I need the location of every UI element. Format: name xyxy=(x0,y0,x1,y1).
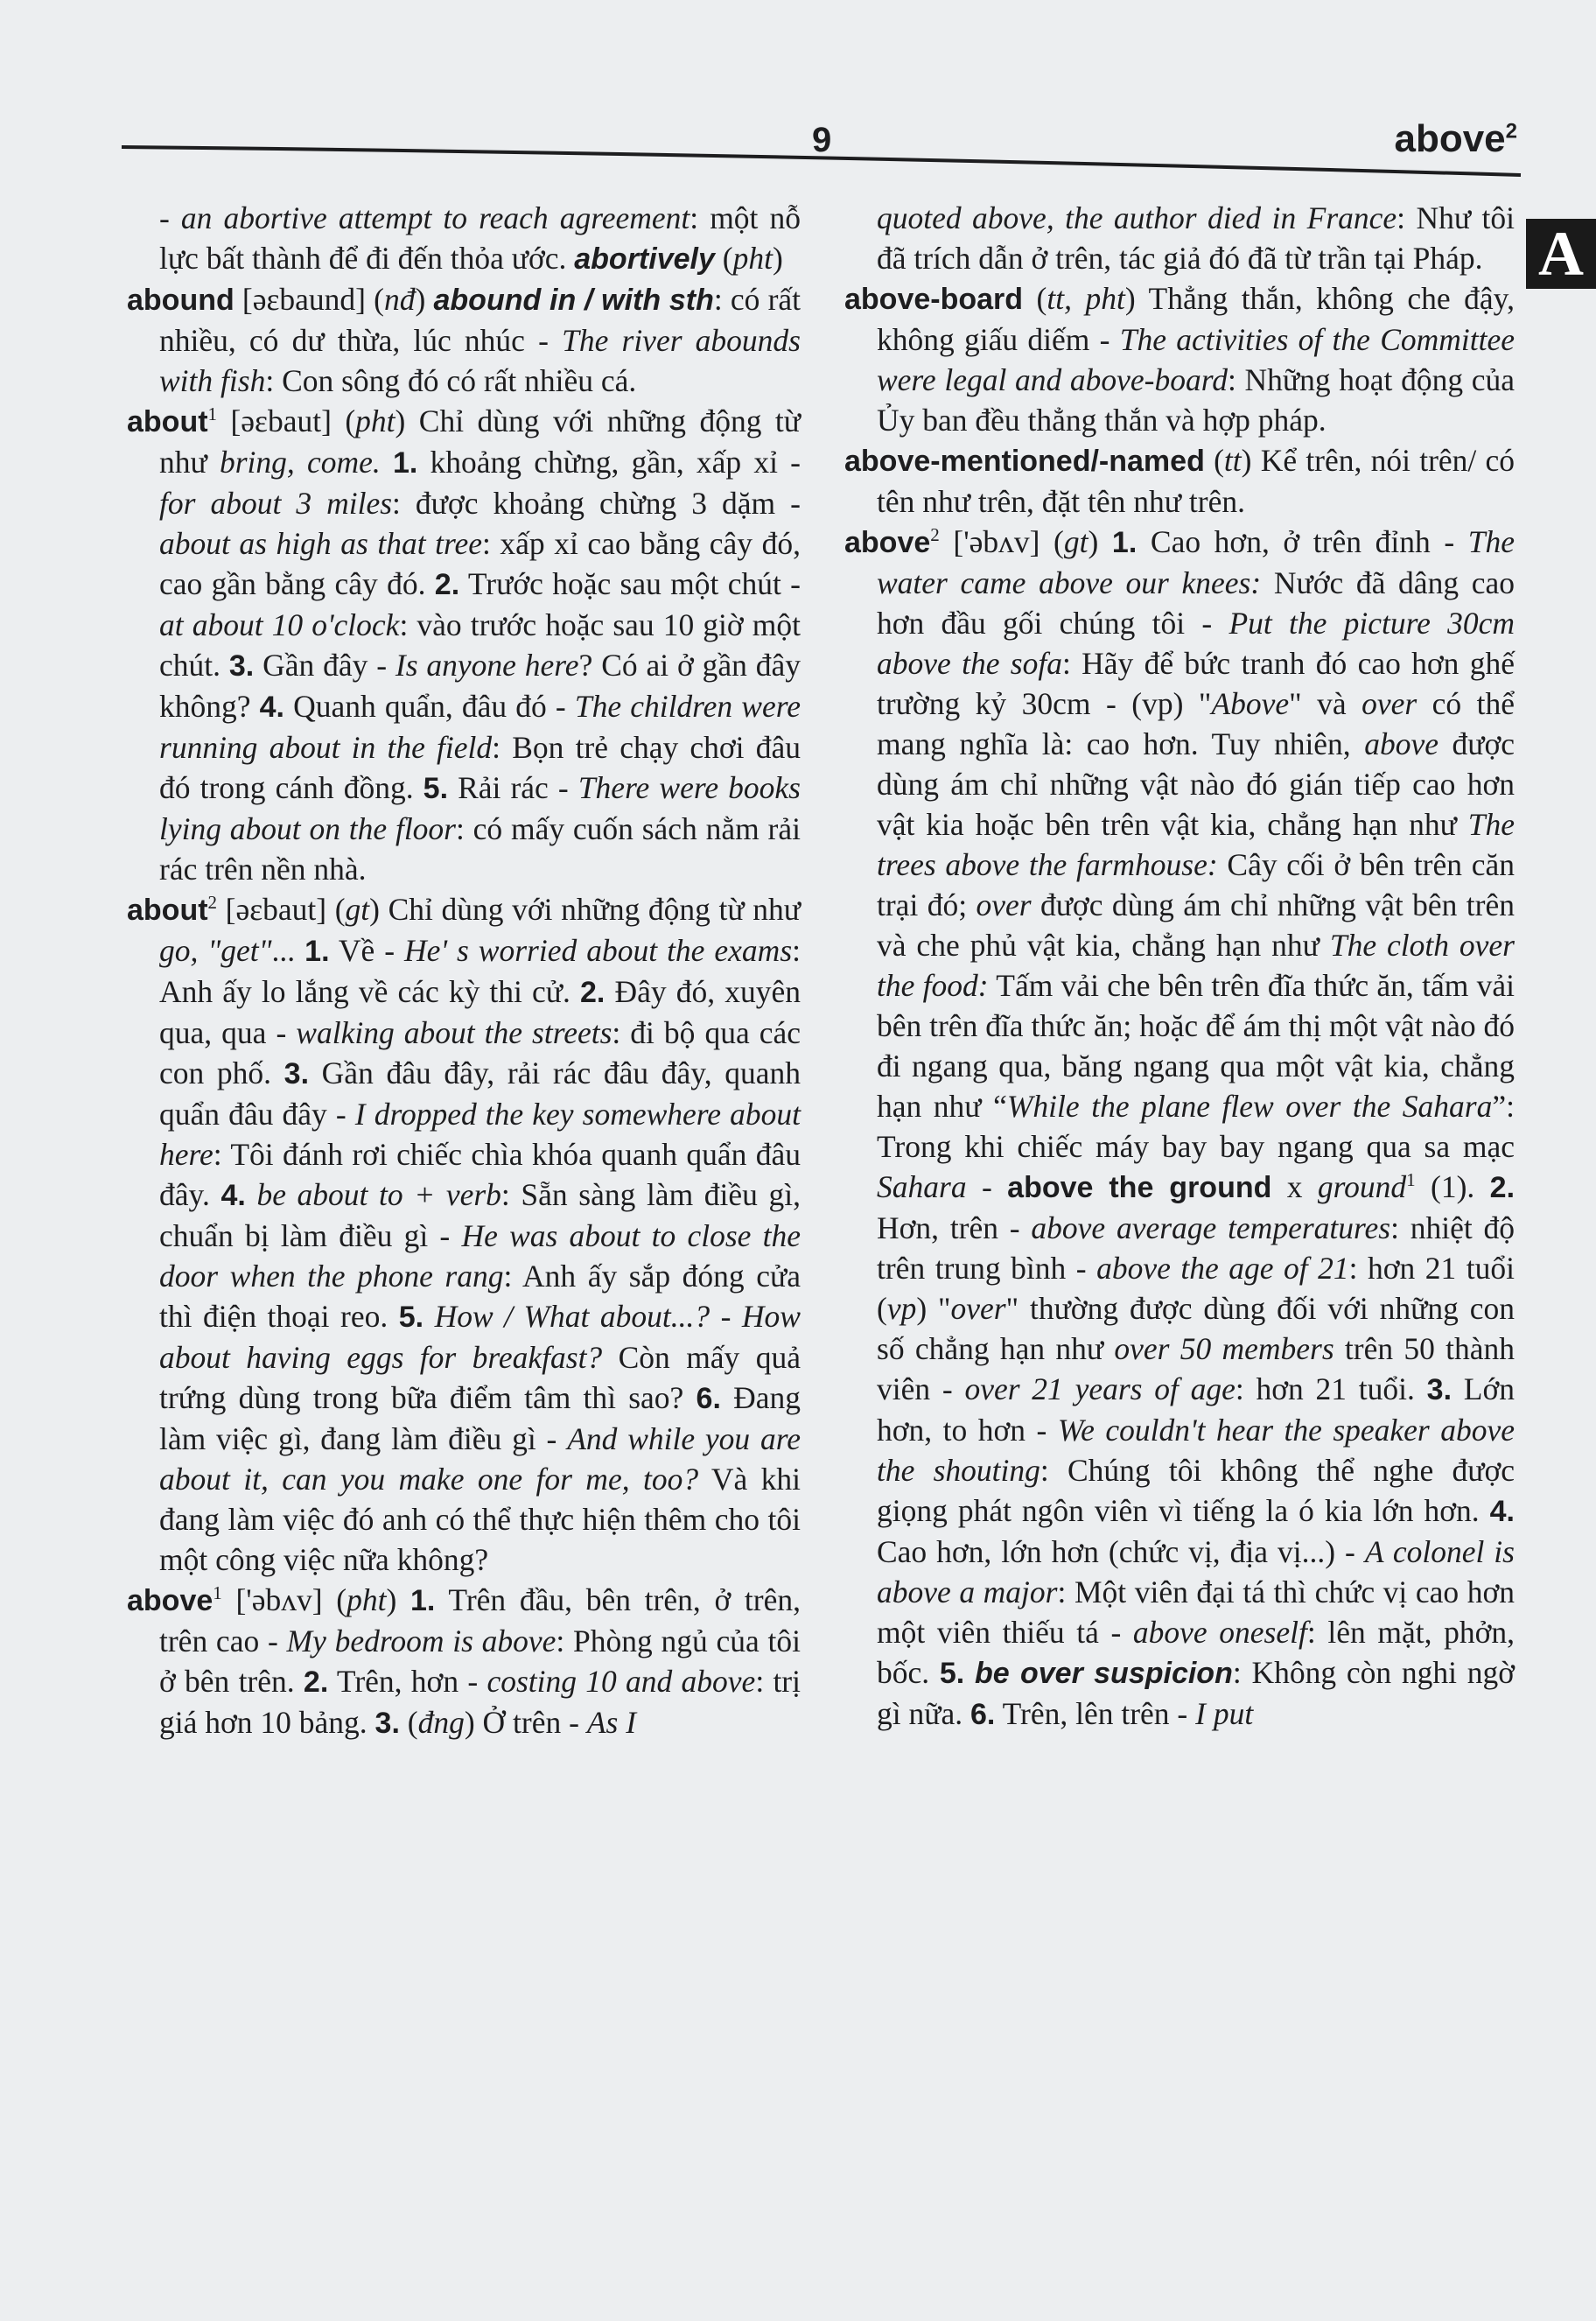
definition-text: : Như tôi đã trích dẫn ở trên, tác giả đó đã từ trần tại Pháp. xyxy=(877,200,1515,276)
definition-text: khoảng chừng, gần, xấp xỉ - xyxy=(417,445,802,480)
headword-bold: above xyxy=(844,526,931,559)
definition-text: Còn mấy quả trứng dùng trong bữa điểm tâm thì sao? xyxy=(159,1340,801,1415)
definition-text: có thể mang nghĩa là: cao hơn. Tuy nhiên, xyxy=(877,686,1515,761)
definition-text: : hơn 21 tuổi ( xyxy=(877,1251,1515,1326)
entry-continuation xyxy=(844,198,1515,278)
definition-text: : Không còn nghi ngờ gì nữa. xyxy=(877,1655,1515,1731)
definition-text xyxy=(246,1177,257,1212)
phrase-bold: be over suspicion xyxy=(975,1657,1233,1690)
dictionary-entry xyxy=(844,440,1515,522)
headword-bold: above xyxy=(127,1584,214,1617)
example-italic: for about 3 miles xyxy=(159,486,393,521)
dictionary-entry xyxy=(127,279,801,401)
headword-bold: 3. xyxy=(1426,1373,1452,1406)
example-italic: He' s worried about the exams xyxy=(404,933,793,968)
definition-text: - xyxy=(159,200,181,235)
example-italic: vp xyxy=(886,1291,917,1326)
headword-bold: 3. xyxy=(284,1057,310,1090)
superscript: 1 xyxy=(207,403,218,425)
definition-text: Đây đó, xuyên qua, qua - xyxy=(159,974,801,1050)
definition-text: : Tôi đánh rơi chiếc chìa khóa quanh quẩn đâu đây. xyxy=(159,1137,801,1212)
example-italic: We couldn't hear the speaker above the shouting xyxy=(877,1413,1516,1488)
definition-text: Gần đâu đây, rải rác đâu đây, quanh quẩn đâu đây - xyxy=(159,1055,801,1132)
definition-text: ) Chỉ dùng với những động từ như xyxy=(369,892,801,927)
definition-text: Gần đây - xyxy=(254,648,396,683)
definition-text: Hơn, trên - xyxy=(877,1210,1032,1245)
definition-text: Tấm vải che bên trên đĩa thức ăn, tấm vải bên trên đĩa thức ăn; hoặc để ám thị một vật nào đó đi ngang qua, băng ngang qua một vật kia, chẳng hạn như “ xyxy=(877,968,1516,1124)
definition-text: - xyxy=(966,1169,1008,1204)
example-italic: go, "get" xyxy=(159,933,272,968)
example-italic: đng xyxy=(417,1705,465,1740)
example-italic: The water came above our knees: xyxy=(877,524,1516,600)
definition-text xyxy=(381,445,393,480)
example-italic: A colonel is above a major xyxy=(877,1534,1515,1609)
dictionary-entry xyxy=(127,889,801,1580)
headword-bold: 2. xyxy=(580,976,606,1009)
headword-bold: above-mentioned/-named xyxy=(844,445,1205,478)
example-italic: over 21 years of age xyxy=(964,1371,1236,1406)
definition-text: Trên, lên trên - xyxy=(995,1696,1196,1731)
definition-text: [əεbaut] ( xyxy=(217,403,356,438)
headword-bold: 1. xyxy=(1111,526,1138,559)
definition-text: : vào trước hoặc sau 10 giờ một chút. xyxy=(159,607,801,683)
definition-text: " và xyxy=(1289,686,1362,721)
definition-text: : được khoảng chừng 3 dặm - xyxy=(392,486,801,521)
definition-text: Trước hoặc sau một chút - xyxy=(459,566,801,601)
example-italic: quoted above, the author died in France xyxy=(877,200,1397,235)
example-italic: above average temperatures xyxy=(1031,1210,1391,1245)
example-italic: While the plane flew over the Sahara xyxy=(1006,1089,1493,1124)
headword-bold: 2. xyxy=(303,1665,329,1699)
definition-text: ”: Trong khi chiếc máy bay bay ngang qua sa mạc xyxy=(877,1089,1515,1164)
example-italic: pht xyxy=(346,1582,387,1617)
definition-text: : Phòng ngủ của tôi ở bên trên. xyxy=(159,1623,801,1699)
definition-text: được dùng ám chỉ những vật nào đó gián tiếp cao hơn vật kia hoặc bên trên vật kia, chẳng hạn như xyxy=(877,726,1515,842)
definition-text: ... xyxy=(271,933,305,968)
phrase-bold: abortively xyxy=(574,242,715,276)
example-italic: tt xyxy=(1223,443,1242,478)
definition-text: : Sẵn sàng làm điều gì, chuẩn bị làm điều gì - xyxy=(159,1177,802,1253)
example-italic: walking about the streets xyxy=(296,1015,612,1050)
definition-text: : nhiệt độ trên trung bình - xyxy=(877,1210,1515,1286)
headword-bold: 6. xyxy=(696,1382,721,1415)
definition-text: ['əbʌv] ( xyxy=(939,524,1064,559)
example-italic: gt xyxy=(1063,524,1088,559)
headword-bold: 1. xyxy=(410,1584,436,1617)
example-italic: pht xyxy=(732,241,773,276)
definition-text: Và khi đang làm việc đó anh có thể thực hiện thêm cho tôi một công việc nữa không? xyxy=(159,1462,801,1577)
definition-text: [əεbaut] ( xyxy=(217,892,346,927)
headword-bold: 1. xyxy=(392,446,418,480)
example-italic: Is anyone here xyxy=(395,648,579,683)
definition-text: : đi bộ qua các con phố. xyxy=(159,1015,801,1090)
running-head-superscript: 2 xyxy=(1505,119,1517,144)
definition-text: ) Chỉ dùng với những động từ như xyxy=(159,403,802,480)
thumb-index-tab: A xyxy=(1526,219,1596,289)
example-italic: bring, come. xyxy=(219,445,381,480)
headword-bold: 2. xyxy=(434,568,460,601)
example-italic: The children were running about in the field xyxy=(159,689,801,765)
example-italic: an abortive attempt to reach agreement xyxy=(180,200,690,235)
example-italic: costing 10 and above xyxy=(486,1664,756,1699)
dictionary-entry xyxy=(844,522,1515,1735)
example-italic: My bedroom is above xyxy=(286,1623,556,1658)
definition-text: Về - xyxy=(329,933,405,968)
definition-text: Lớn hơn, to hơn - xyxy=(877,1371,1515,1448)
example-italic: above oneself xyxy=(1132,1615,1307,1650)
definition-text: Cao hơn, ở trên đỉnh - xyxy=(1137,524,1468,559)
definition-text: : Anh ấy lo lắng về các kỳ thi cử. xyxy=(159,933,802,1009)
definition-text: Trên, hơn - xyxy=(328,1664,487,1699)
definition-text: ) xyxy=(415,282,434,317)
example-italic: The trees above the farmhouse: xyxy=(877,807,1515,882)
example-italic: pht xyxy=(355,403,396,438)
definition-text: Cây cối ở bên trên căn trại đó; xyxy=(877,847,1515,922)
example-italic: over xyxy=(976,887,1032,922)
example-italic: be about to + verb xyxy=(256,1177,501,1212)
definition-text: : xấp xỉ cao bằng cây đó, cao gần bằng cây đó. xyxy=(159,526,801,601)
definition-text: được dùng ám chỉ những vật bên trên và che phủ vật kia, chẳng hạn như xyxy=(877,887,1515,963)
example-italic: How about having eggs for breakfast? xyxy=(159,1299,801,1375)
definition-text: ( xyxy=(399,1705,418,1740)
definition-text: : Những hoạt động của Ủy ban đều thẳng thắn và hợp pháp. xyxy=(877,362,1515,438)
entry-continuation xyxy=(127,198,801,279)
definition-text: Nước đã dâng cao hơn đầu gối chúng tôi - xyxy=(877,565,1515,641)
definition-text: [əεbaund] ( xyxy=(234,282,384,317)
example-italic: nđ xyxy=(384,282,416,317)
headword-bold: 5. xyxy=(398,1301,424,1334)
definition-text: : Hãy để bức tranh đó cao hơn ghế trường kỷ 30cm - (vp) " xyxy=(877,646,1515,721)
headword-bold: about xyxy=(127,405,208,438)
example-italic: over 50 members xyxy=(1114,1331,1334,1366)
superscript: 2 xyxy=(207,892,218,914)
headword-bold: 5. xyxy=(423,772,449,805)
dictionary-entry xyxy=(127,401,801,889)
headword-bold: 4. xyxy=(259,691,284,724)
example-italic: over xyxy=(1362,686,1418,721)
headword-bold: 3. xyxy=(374,1707,400,1740)
definition-text: Quanh quẩn, đâu đó - xyxy=(284,689,575,724)
definition-text: ) xyxy=(772,241,783,276)
definition-text: Cao hơn, lớn hơn (chức vị, địa vị...) - xyxy=(877,1534,1365,1569)
running-head-word: above xyxy=(1394,117,1506,160)
example-italic: He was about to close the door when the phone rang xyxy=(159,1218,801,1294)
definition-text: : lên mặt, phởn, bốc. xyxy=(877,1615,1515,1690)
definition-text: : Chúng tôi không thể nghe được giọng phát ngôn viên vì tiếng la ó kia lớn hơn. xyxy=(877,1453,1515,1528)
definition-text: " thường được dùng đối với những con số chẳng hạn như xyxy=(877,1291,1515,1366)
headword-bold: above-board xyxy=(844,283,1024,316)
right-column xyxy=(844,198,1515,1735)
definition-text: ( xyxy=(714,241,733,276)
phrase-bold: abound in / with sth xyxy=(433,284,714,317)
definition-text: - xyxy=(710,1299,742,1334)
example-italic: I dropped the key somewhere about here xyxy=(159,1097,802,1172)
example-italic: The cloth over the food: xyxy=(877,928,1515,1003)
example-italic: The activities of the Committee were legal and above-board xyxy=(877,322,1515,397)
example-italic: at about 10 o'clock xyxy=(159,607,400,642)
example-italic: Above xyxy=(1211,686,1290,721)
definition-text: ) xyxy=(1088,524,1112,559)
definition-text: Đang làm việc gì, đang làm điều gì - xyxy=(159,1380,801,1456)
definition-text: : Con sông đó có rất nhiều cá. xyxy=(265,363,637,398)
definition-text: : một nỗ lực bất thành để đi đến thỏa ước. xyxy=(159,200,801,276)
definition-text: trên 50 thành viên - xyxy=(877,1331,1516,1406)
superscript: 1 xyxy=(1406,1169,1416,1191)
headword-bold: 6. xyxy=(970,1698,996,1731)
example-italic: above xyxy=(1364,726,1438,761)
headword-bold: 3. xyxy=(228,649,255,683)
definition-text xyxy=(424,1299,434,1334)
headword-bold: 2. xyxy=(1489,1171,1516,1204)
headword-bold: abound xyxy=(127,284,234,317)
headword-bold: about xyxy=(127,894,208,927)
example-italic: Put the picture 30cm above the sofa xyxy=(877,606,1515,681)
definition-text: : Bọn trẻ chạy chơi đâu đó trong cánh đồng. xyxy=(159,730,801,805)
definition-text: Rải rác - xyxy=(448,770,578,805)
left-column xyxy=(127,198,801,1743)
definition-text: ? Có ai ở gần đây không? xyxy=(159,648,801,724)
definition-text: ) " xyxy=(916,1291,951,1326)
example-italic: There were books lying about on the floor xyxy=(159,770,801,846)
headword-bold: 1. xyxy=(304,935,330,968)
definition-text: ( xyxy=(1023,281,1047,316)
example-italic: above the age of 21 xyxy=(1096,1251,1349,1286)
example-italic: Sahara xyxy=(877,1169,967,1204)
definition-text: : hơn 21 tuổi. xyxy=(1235,1371,1427,1406)
definition-text: : có rất nhiều, có dư thừa, lúc nhúc - xyxy=(159,282,802,358)
example-italic: tt, pht xyxy=(1046,281,1125,316)
example-italic: I put xyxy=(1195,1696,1254,1731)
example-italic: How / What about...? xyxy=(434,1299,710,1334)
definition-text: : Một viên đại tá thì chức vị cao hơn một viên thiếu tá - xyxy=(877,1574,1515,1650)
example-italic: The river abounds with fish xyxy=(159,323,801,398)
definition-text: ( xyxy=(1204,443,1224,478)
definition-text: ) Kể trên, nói trên/ có tên như trên, đặt tên như trên. xyxy=(877,443,1515,519)
definition-text: (1). xyxy=(1415,1169,1490,1204)
dictionary-entry xyxy=(844,278,1515,440)
example-italic: about as high as that tree xyxy=(159,526,482,561)
definition-text xyxy=(964,1655,975,1690)
headword-bold: 4. xyxy=(1489,1495,1515,1528)
headword-bold: above the ground xyxy=(1007,1171,1272,1204)
definition-text: Trên đầu, bên trên, ở trên, trên cao - xyxy=(159,1582,801,1658)
superscript: 1 xyxy=(213,1582,222,1604)
definition-text: : trị giá hơn 10 bảng. xyxy=(159,1664,801,1740)
headword-bold: 4. xyxy=(220,1179,246,1212)
definition-text: ['əbʌv] ( xyxy=(221,1582,347,1617)
example-italic: And while you are about it, can you make one for me, too? xyxy=(159,1421,801,1497)
example-italic: gt xyxy=(345,892,370,927)
definition-text: : có mấy cuốn sách nằm rải rác trên nền nhà. xyxy=(159,811,801,887)
header-rule xyxy=(0,0,1596,193)
superscript: 2 xyxy=(930,524,940,546)
headword-bold: 5. xyxy=(939,1657,965,1690)
definition-text: ) Thẳng thắn, không che đậy, không giấu diếm - xyxy=(877,281,1516,357)
definition-text: ) xyxy=(386,1582,410,1617)
example-italic: As I xyxy=(586,1705,637,1740)
dictionary-entry xyxy=(127,1580,801,1743)
definition-text: x xyxy=(1271,1169,1318,1204)
page-number: 9 xyxy=(812,121,832,159)
example-italic: over xyxy=(950,1291,1006,1326)
definition-text: ) Ở trên - xyxy=(464,1705,587,1740)
example-italic: ground xyxy=(1317,1169,1407,1204)
definition-text: : Anh ấy sắp đóng cửa thì điện thoại reo. xyxy=(159,1259,801,1334)
